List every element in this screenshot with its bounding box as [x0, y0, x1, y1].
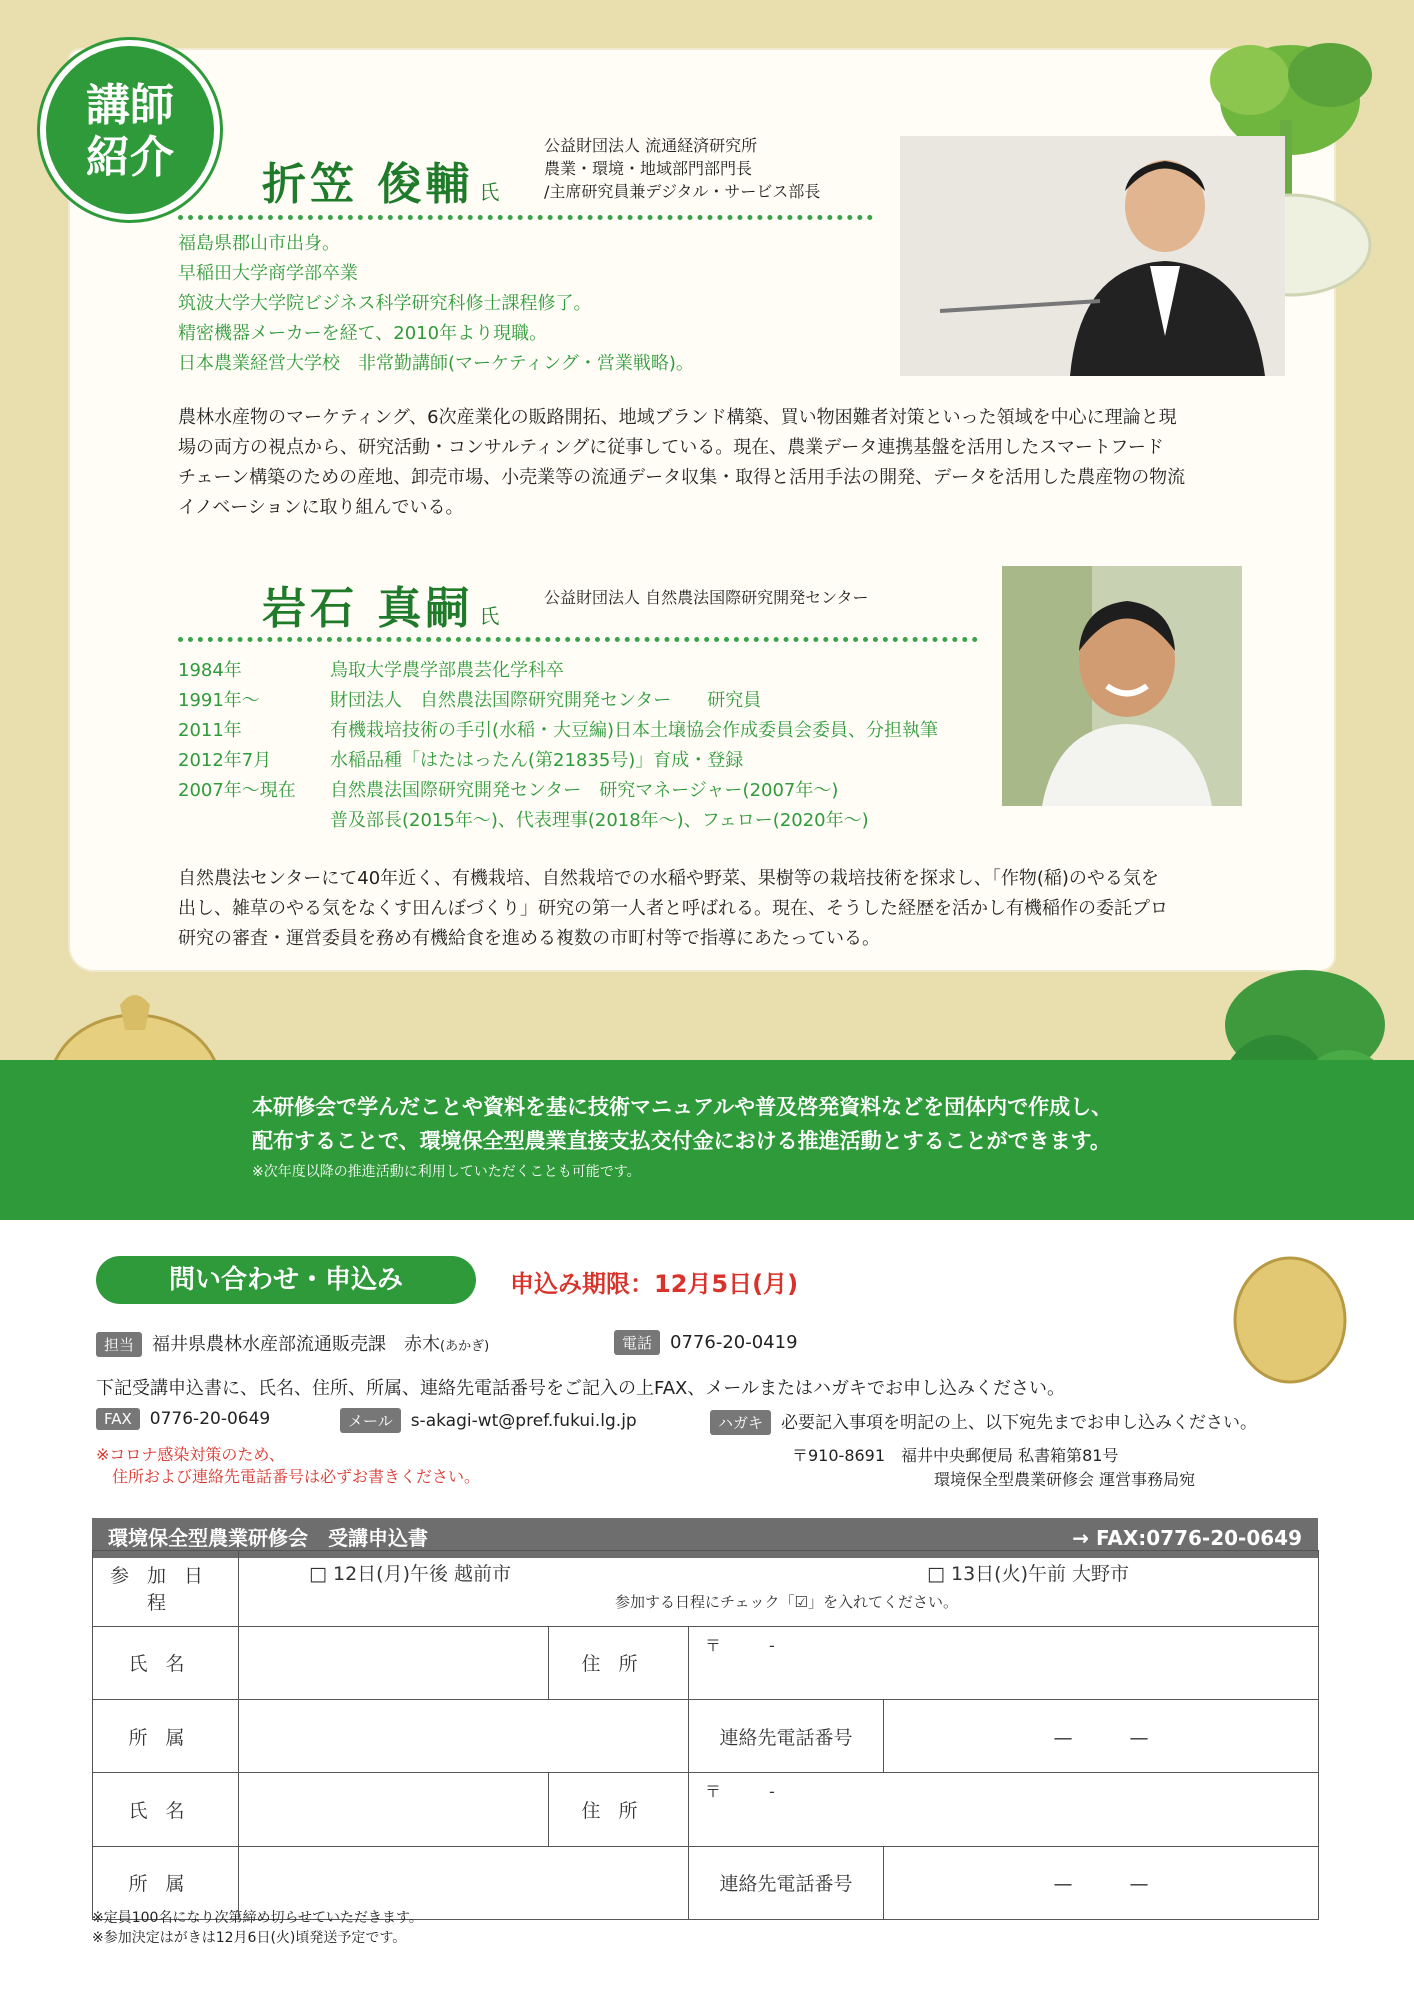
speaker2-career-events	[330, 656, 938, 836]
speaker2-para-line: 自然農法センターにて40年近く、有機栽培、自然栽培での水稲や野菜、果樹等の栽培技術を探求し、「作物(稲)のやる気を	[178, 868, 1159, 889]
phone-row	[614, 1330, 798, 1355]
speaker2-photo	[1002, 566, 1242, 806]
date-option-12[interactable]: □ 12日(月)午後 越前市	[309, 1563, 512, 1585]
lecturer-intro-badge	[40, 40, 220, 220]
speaker1-suffix: 氏	[479, 180, 500, 204]
tanto-value: 福井県農林水産部流通販売課 赤木	[152, 1334, 441, 1355]
tel-value: 0776-20-0419	[670, 1332, 798, 1353]
speaker2-name-text: 岩石 真嗣	[262, 583, 474, 634]
badge-line-2: 紹介	[86, 132, 174, 183]
speaker1-career-line: 精密機器メーカーを経て、2010年より現職。	[178, 323, 548, 344]
application-form	[92, 1550, 1319, 1920]
address-label: 住所	[549, 1626, 689, 1699]
form-title: 環境保全型農業研修会 受講申込書	[108, 1526, 428, 1550]
tel-label: 電話	[614, 1330, 660, 1355]
date-options	[239, 1551, 1319, 1627]
footer-note: ※参加決定はがきは12月6日(火)頃発送予定です。	[92, 1930, 407, 1946]
promo-note: ※次年度以降の推進活動に利用していただくことも可能です。	[252, 1164, 641, 1180]
speaker2-career-years	[178, 656, 318, 836]
address-label: 住所	[549, 1773, 689, 1846]
name-label: 氏名	[93, 1773, 239, 1846]
speaker2-para-line: 研究の審査・運営委員を務め有機給食を進める複数の市町村等で指導にあたっている。	[178, 928, 880, 949]
corona-line: 住所および連絡先電話番号は必ずお書きください。	[112, 1467, 481, 1486]
speaker1-portrait	[900, 136, 1285, 376]
speaker1-divider	[178, 215, 873, 220]
fax-value: 0776-20-0649	[149, 1409, 271, 1429]
speaker2-event: 鳥取大学農学部農芸化学科卒	[330, 660, 564, 681]
speaker1-para-line: 場の両方の視点から、研究活動・コンサルティングに従事している。現在、農業データ連携基盤を活用したスマートフード	[178, 437, 1164, 458]
speaker1-aff-line: 農業・環境・地域部門部門長	[544, 159, 753, 178]
hagaki-label: ハガキ	[710, 1410, 771, 1435]
name-field-1[interactable]	[239, 1626, 549, 1699]
promo-text	[252, 1090, 1252, 1158]
speaker1-aff-line: /主席研究員兼デジタル・サービス部長	[544, 182, 821, 201]
contact-person-row	[96, 1330, 489, 1357]
speaker2-description	[178, 864, 1298, 954]
fax-row	[96, 1408, 270, 1430]
address-field-1[interactable]: 〒 -	[689, 1626, 1319, 1699]
postal-address	[792, 1444, 1195, 1492]
speaker1-career-line: 福島県郡山市出身。	[178, 233, 340, 254]
footer-note: ※定員100名になり次第締め切らせていただきます。	[92, 1910, 423, 1926]
speaker2-name	[262, 572, 499, 636]
phone-field-1[interactable]: — —	[884, 1699, 1319, 1772]
speaker1-career-line: 早稲田大学商学部卒業	[178, 263, 358, 284]
date-label: 参加日程	[93, 1551, 239, 1627]
phone-label: 連絡先電話番号	[689, 1846, 884, 1919]
contact-title: 問い合わせ・申込み	[96, 1256, 476, 1304]
mail-label: メール	[340, 1408, 401, 1433]
speaker2-para-line: 出し、雑草のやる気をなくす田んぼづくり」研究の第一人者と呼ばれる。現在、そうした経歴を活かし有機稲作の委託プロ	[178, 898, 1168, 919]
affiliation-label: 所属	[93, 1846, 239, 1919]
postal-line: 〒910-8691 福井中央郵便局 私書箱第81号	[792, 1446, 1119, 1465]
corona-note	[96, 1444, 480, 1488]
speaker1-description	[178, 403, 1298, 523]
promo-band	[0, 1060, 1414, 1220]
postcard-row	[710, 1408, 1257, 1435]
name-field-2[interactable]	[239, 1773, 549, 1846]
mail-row	[340, 1408, 637, 1433]
check-note: 参加する日程にチェック「☑」を入れてください。	[615, 1593, 958, 1611]
footer-notes	[92, 1908, 423, 1948]
speaker2-event: 自然農法国際研究開発センター 研究マネージャー(2007年～)	[330, 780, 839, 801]
affiliation-field-1[interactable]	[239, 1699, 689, 1772]
speaker2-year: 2007年～現在	[178, 780, 296, 801]
speaker2-event: 水稲品種「はたはったん(第21835号)」育成・登録	[330, 750, 744, 771]
name-label: 氏名	[93, 1626, 239, 1699]
phone-label: 連絡先電話番号	[689, 1699, 884, 1772]
date-option-13[interactable]: □ 13日(火)午前 大野市	[927, 1563, 1130, 1585]
affiliation-label: 所属	[93, 1699, 239, 1772]
speaker2-event: 財団法人 自然農法国際研究開発センター 研究員	[330, 690, 762, 711]
speaker2-event: 普及部長(2015年～)、代表理事(2018年～)、フェロー(2020年～)	[330, 810, 869, 831]
tanto-label: 担当	[96, 1332, 142, 1357]
speaker1-career	[178, 229, 694, 379]
fax-label: FAX	[96, 1408, 140, 1430]
speaker1-name	[262, 148, 499, 212]
form-fax: → FAX:0776-20-0649	[1072, 1526, 1302, 1550]
speaker2-year: 1984年	[178, 660, 242, 681]
speaker1-affiliation	[544, 134, 820, 203]
mail-value[interactable]: s-akagi-wt@pref.fukui.lg.jp	[410, 1411, 637, 1431]
corona-line: ※コロナ感染対策のため、	[96, 1445, 285, 1464]
speaker2-suffix: 氏	[479, 604, 500, 628]
apply-instruction: 下記受講申込書に、氏名、住所、所属、連絡先電話番号をご記入の上FAX、メールまたはハガキでお申し込みください。	[96, 1378, 1065, 1399]
promo-line: 配布することで、環境保全型農業直接支払交付金における推進活動とすることができます。	[252, 1129, 1111, 1153]
speaker2-year: 2011年	[178, 720, 242, 741]
speaker1-name-text: 折笠 俊輔	[262, 159, 474, 210]
speaker1-photo	[900, 136, 1285, 376]
speaker1-para-line: イノベーションに取り組んでいる。	[178, 497, 464, 518]
speaker1-para-line: チェーン構築のための産地、卸売市場、小売業等の流通データ収集・取得と活用手法の開発、データを活用した農産物の物流	[178, 467, 1186, 488]
speaker2-divider	[178, 637, 978, 642]
address-field-2[interactable]: 〒 -	[689, 1773, 1319, 1846]
taro-illustration	[1225, 1250, 1355, 1390]
speaker2-year: 2012年7月	[178, 750, 272, 771]
speaker2-portrait	[1002, 566, 1242, 806]
speaker2-affiliation: 公益財団法人 自然農法国際研究開発センター	[544, 588, 869, 607]
badge-line-1: 講師	[86, 80, 174, 131]
speaker1-career-line: 筑波大学大学院ビジネス科学研究科修士課程修了。	[178, 293, 592, 314]
speaker1-aff-line: 公益財団法人 流通経済研究所	[544, 136, 758, 155]
speaker2-event: 有機栽培技術の手引(水稲・大豆編)日本土壌協会作成委員会委員、分担執筆	[330, 720, 939, 741]
speaker1-career-line: 日本農業経営大学校 非常勤講師(マーケティング・営業戦略)。	[178, 353, 694, 374]
hagaki-value: 必要記入事項を明記の上、以下宛先までお申し込みください。	[781, 1413, 1258, 1433]
speaker2-year: 1991年～	[178, 690, 260, 711]
phone-field-2[interactable]: — —	[884, 1846, 1319, 1919]
deadline: 申込み期限：12月5日(月)	[510, 1270, 799, 1298]
speaker1-para-line: 農林水産物のマーケティング、6次産業化の販路開拓、地域ブランド構築、買い物困難者対策といった領域を中心に理論と現	[178, 407, 1177, 428]
tanto-reading: (あかぎ)	[440, 1339, 490, 1354]
promo-line: 本研修会で学んだことや資料を基に技術マニュアルや普及啓発資料などを団体内で作成し、	[252, 1095, 1113, 1119]
postal-dest: 環境保全型農業研修会 運営事務局宛	[934, 1470, 1196, 1489]
speaker2-year	[178, 806, 318, 836]
